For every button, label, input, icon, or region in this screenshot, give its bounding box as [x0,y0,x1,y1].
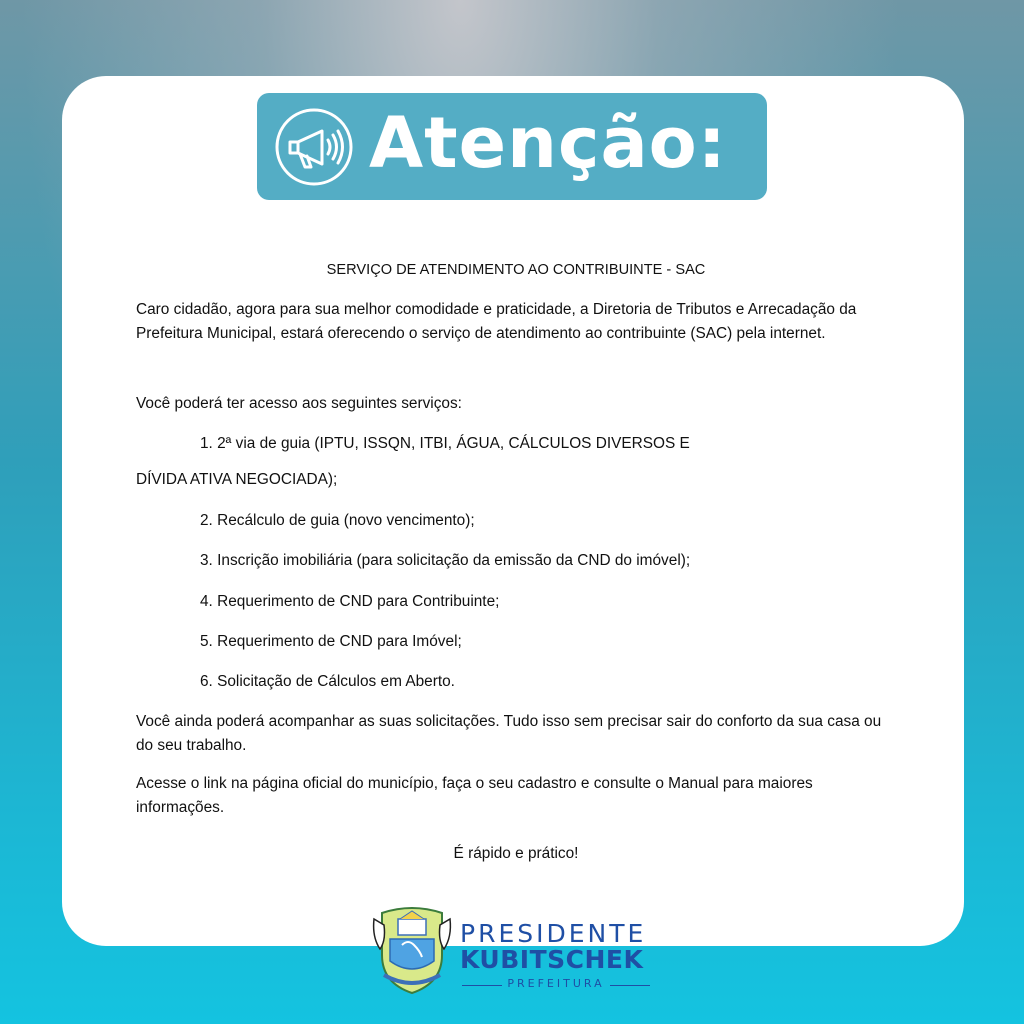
notice-heading: SERVIÇO DE ATENDIMENTO AO CONTRIBUINTE - SAC [326,262,706,278]
service-item-1-continued: DÍVIDA ATIVA NEGOCIADA); [136,471,338,488]
logo-subtitle: PREFEITURA [507,977,605,990]
logo-name-line2: KUBITSCHEK [460,945,644,974]
logo-divider-right [610,985,650,986]
service-item-1: 1. 2ª via de guia (IPTU, ISSQN, ITBI, ÁGUA, CÁLCULOS DIVERSOS E [200,435,690,452]
closing-line: É rápido e prático! [453,845,579,862]
intro-paragraph: Caro cidadão, agora para sua melhor comodidade e praticidade, a Diretoria de Tributos e Arrecadação da Prefeitura Municipal, estará oferecendo o serviço de atendimento ao contribuinte (SAC) pela internet. [136,301,857,342]
follow-up-paragraph: Você ainda poderá acompanhar as suas solicitações. Tudo isso sem precisar sair do conforto da sua casa ou do seu trabalho. [136,713,882,754]
logo-name-line1: PRESIDENTE [460,919,647,948]
banner-title: Atenção: [369,102,727,184]
municipal-crest-icon [370,905,454,997]
service-item-5: 5. Requerimento de CND para Imóvel; [200,633,462,650]
service-item-2: 2. Recálculo de guia (novo vencimento); [200,512,475,529]
services-intro: Você poderá ter acesso aos seguintes serviços: [136,395,462,412]
service-item-4: 4. Requerimento de CND para Contribuinte; [200,593,500,610]
prefeitura-logo [370,905,660,1000]
service-item-6: 6. Solicitação de Cálculos em Aberto. [200,673,455,690]
service-item-3: 3. Inscrição imobiliária (para solicitação da emissão da CND do imóvel); [200,552,691,569]
access-paragraph: Acesse o link na página oficial do município, faça o seu cadastro e consulte o Manual para maiores informações. [136,775,813,816]
attention-banner [257,93,767,200]
megaphone-icon [274,107,354,187]
